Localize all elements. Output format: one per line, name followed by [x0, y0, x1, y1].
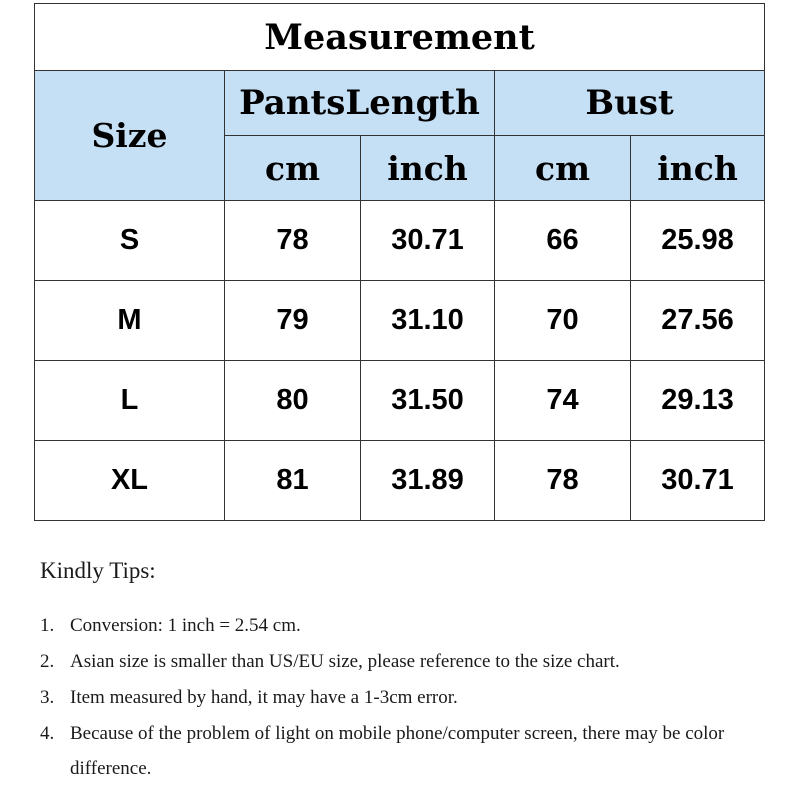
bust-inch-cell: 27.56: [631, 281, 765, 361]
tip-number: 4.: [40, 723, 55, 744]
size-cell: L: [35, 361, 225, 441]
tips-list: [40, 608, 770, 786]
pants-length-header: PantsLength: [225, 71, 495, 136]
tips-title: Kindly Tips:: [40, 558, 156, 583]
bust-inch-header: inch: [631, 136, 765, 201]
size-column-header: Size: [35, 71, 225, 201]
bust-inch-cell: 30.71: [631, 441, 765, 521]
title-row: [35, 4, 765, 71]
pants-inch-cell: 30.71: [361, 201, 495, 281]
bust-cm-cell: 78: [495, 441, 631, 521]
table-title: Measurement: [35, 4, 765, 71]
pants-inch-header: inch: [361, 136, 495, 201]
kindly-tips: [40, 558, 770, 787]
list-item: [40, 608, 770, 643]
bust-header: Bust: [495, 71, 765, 136]
size-cell: S: [35, 201, 225, 281]
tip-text: Asian size is smaller than US/EU size, please reference to the size chart.: [70, 651, 620, 672]
pants-inch-cell: 31.10: [361, 281, 495, 361]
bust-cm-cell: 66: [495, 201, 631, 281]
list-item: [40, 716, 770, 786]
tip-text: Because of the problem of light on mobile phone/computer screen, there may be color difference.: [70, 723, 725, 779]
tip-text: Item measured by hand, it may have a 1-3cm error.: [70, 687, 458, 708]
table-row: [35, 201, 765, 281]
bust-cm-cell: 74: [495, 361, 631, 441]
table-row: [35, 441, 765, 521]
size-chart-table: [34, 3, 765, 521]
pants-inch-cell: 31.50: [361, 361, 495, 441]
list-item: [40, 644, 770, 679]
tip-number: 1.: [40, 615, 55, 636]
size-cell: XL: [35, 441, 225, 521]
tip-text: Conversion: 1 inch = 2.54 cm.: [70, 615, 301, 636]
list-item: [40, 680, 770, 715]
bust-inch-cell: 29.13: [631, 361, 765, 441]
pants-cm-cell: 78: [225, 201, 361, 281]
pants-cm-cell: 80: [225, 361, 361, 441]
pants-cm-cell: 81: [225, 441, 361, 521]
bust-cm-cell: 70: [495, 281, 631, 361]
header-row-groups: [35, 71, 765, 136]
tip-number: 2.: [40, 651, 55, 672]
pants-cm-cell: 79: [225, 281, 361, 361]
pants-cm-header: cm: [225, 136, 361, 201]
table-row: [35, 281, 765, 361]
size-cell: M: [35, 281, 225, 361]
bust-cm-header: cm: [495, 136, 631, 201]
bust-inch-cell: 25.98: [631, 201, 765, 281]
table-row: [35, 361, 765, 441]
pants-inch-cell: 31.89: [361, 441, 495, 521]
tip-number: 3.: [40, 687, 55, 708]
